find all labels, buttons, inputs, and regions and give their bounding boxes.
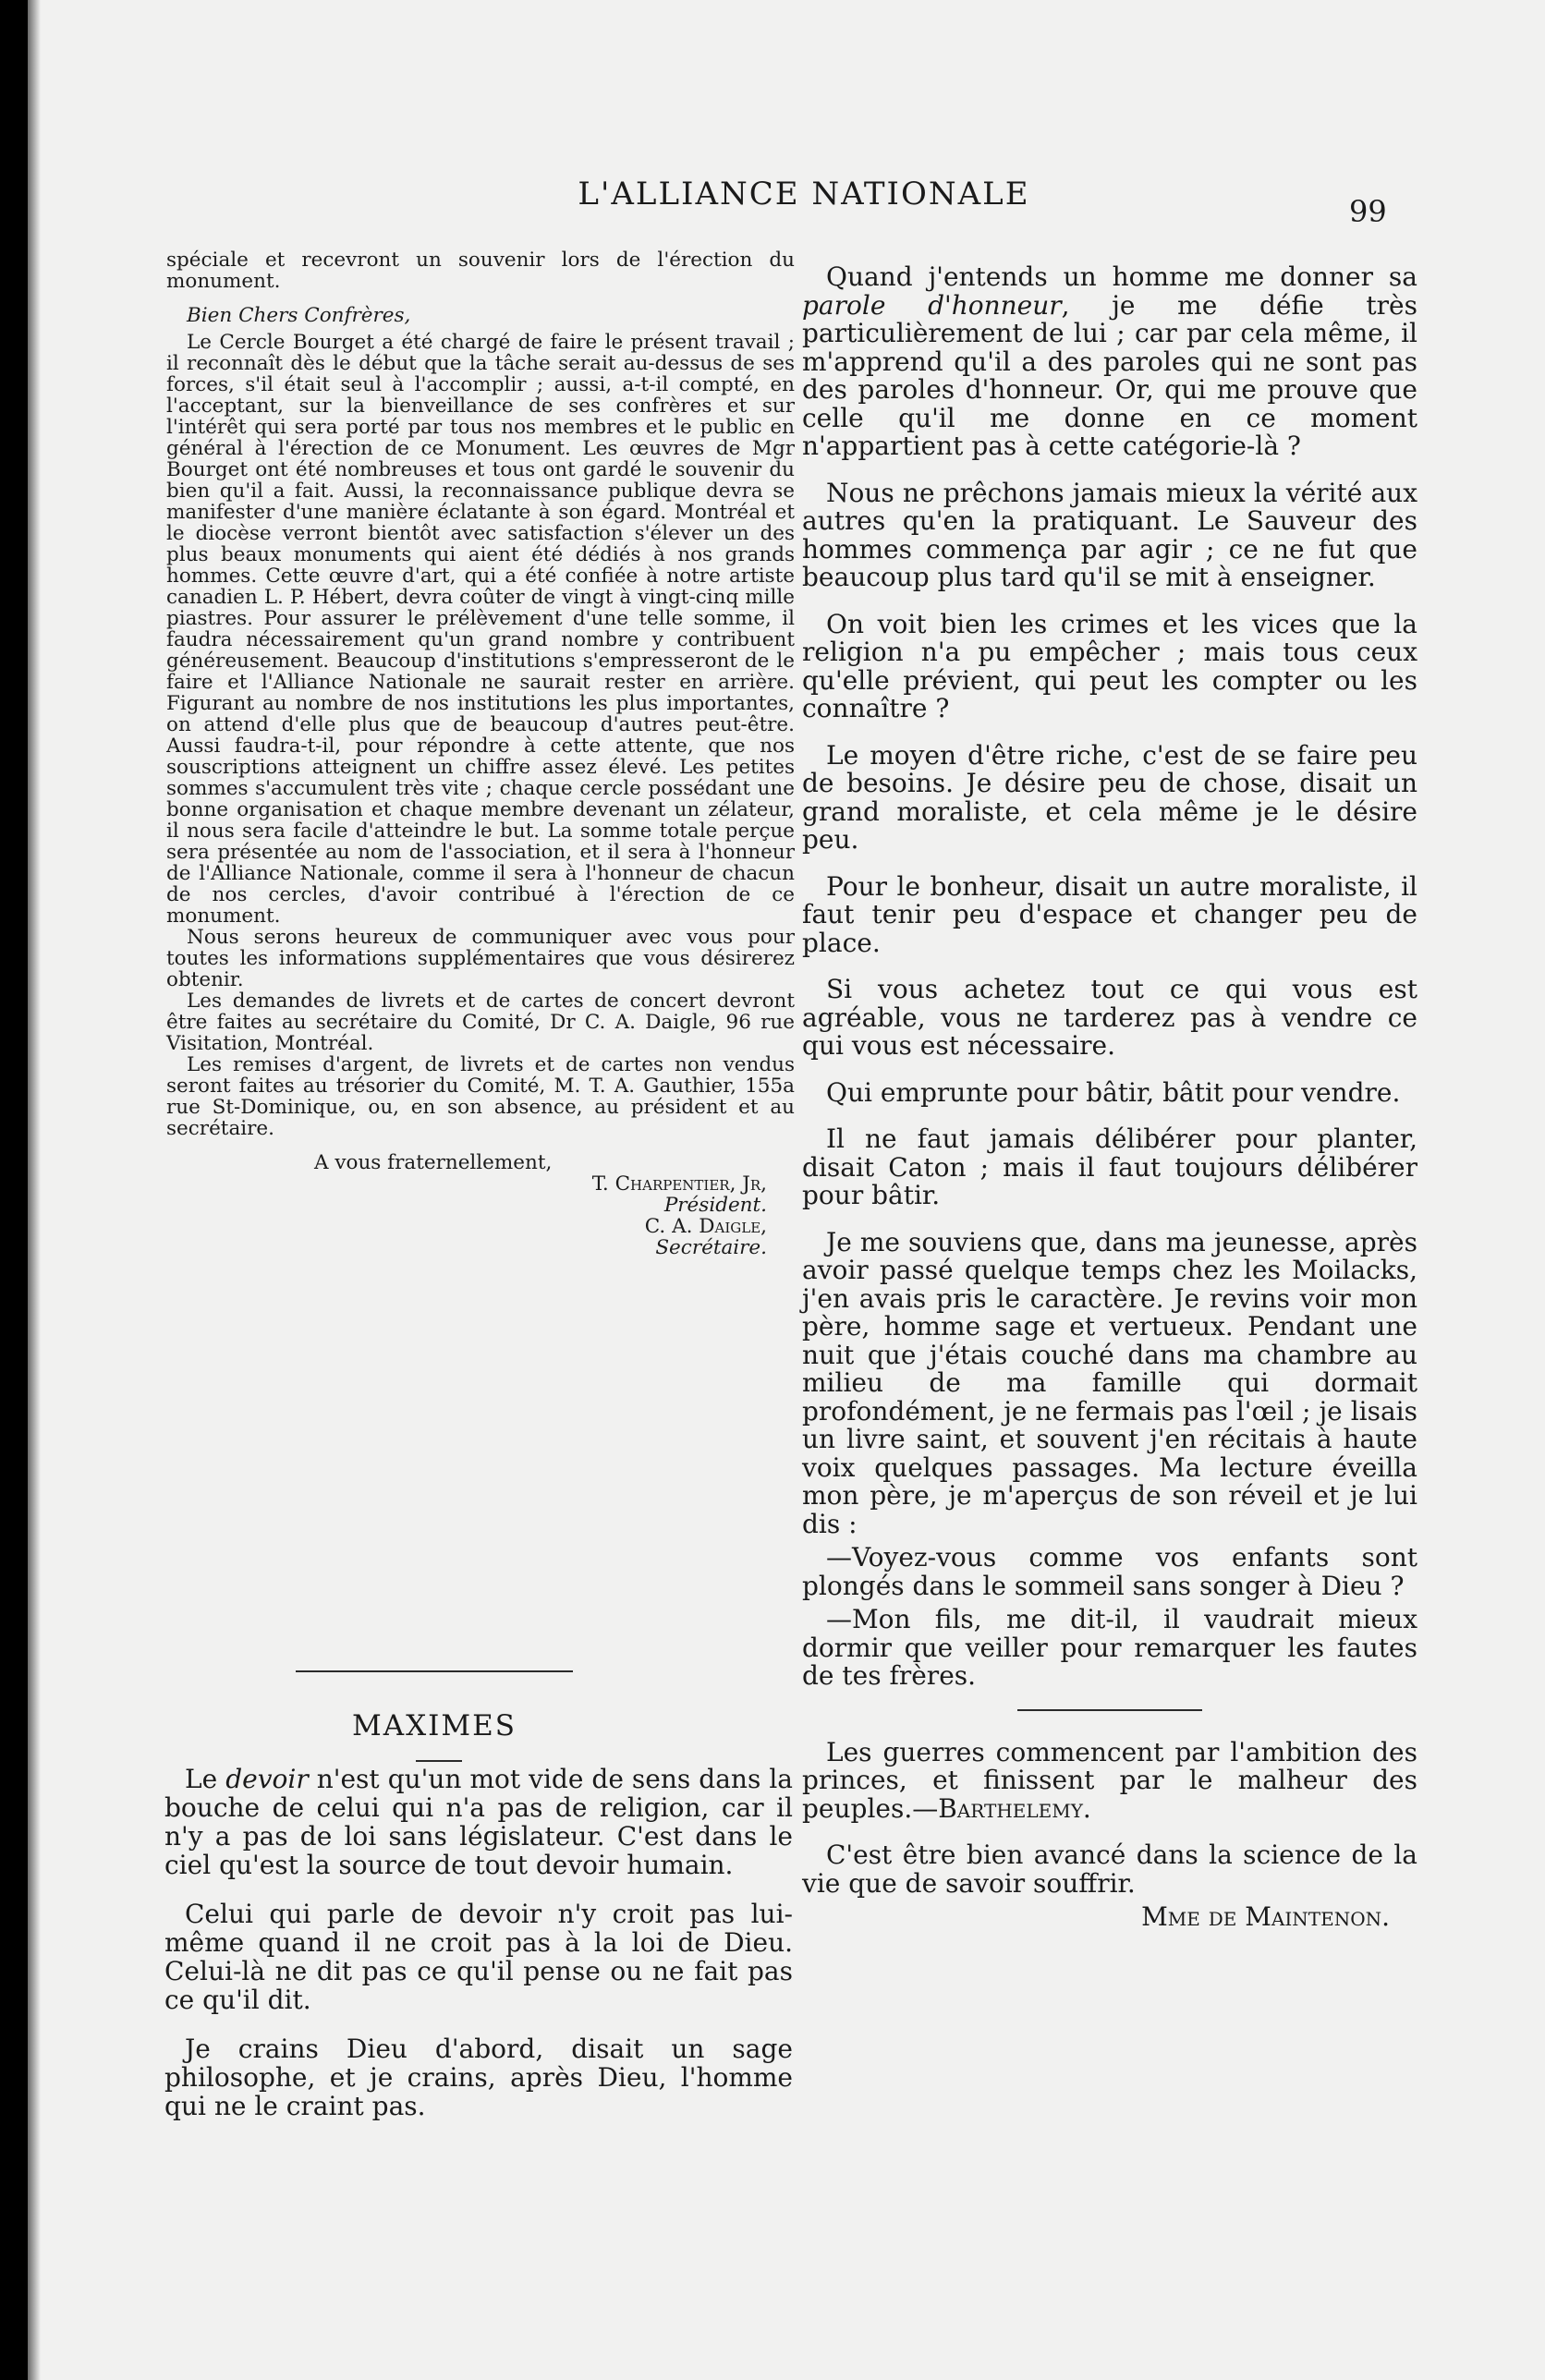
signatory-name: C. A. Daigle, <box>644 1215 767 1238</box>
heading-underline <box>416 1760 462 1762</box>
maxim: On voit bien les crimes et les vices que la religion n'a pu empêcher ; mais tous ceux qu'elle prévient, qui peut les compter ou les connaître ? <box>802 608 1417 723</box>
closing-line: A vous fraternellement, <box>314 1151 553 1174</box>
maxim: Je crains Dieu d'abord, disait un sage philosophe, et je crains, après Dieu, l'homme qui ne le craint pas. <box>164 2034 793 2121</box>
intro-paragraph: spéciale et recevront un souvenir lors de l'érection du monument. <box>166 249 795 293</box>
maxim: Quand j'entends un homme me donner sa parole d'honneur, je me défie très particulièrement de lui ; car par cela même, il m'apprend qu'il a des paroles qui ne sont pas des paroles d'honneur. Or, qui me prouve que celle qu'il me donne en ce moment n'appartient pas à cette catégorie-là ? <box>802 261 1417 461</box>
page-number: 99 <box>1349 194 1387 229</box>
body-paragraph: Les demandes de livrets et de cartes de concert devront être faites au secrétaire du Comité, Dr C. A. Daigle, 96 rue Visitation, Montréal. <box>166 990 795 1055</box>
signature-president <box>166 1173 795 1216</box>
maxim: Je me souviens que, dans ma jeunesse, après avoir passé quelque temps chez les Moilacks, j'en avais pris le caractère. Je revins voir mon père, homme sage et vertueux. Pendant une nuit que j'étais couché dans ma chambre au milieu de ma famille qui dormait profondément, je ne fermais pas l'œil ; je lisais un livre saint, et souvent j'en récitais à haute voix quelques passages. Ma lecture éveilla mon père, je m'aperçus de son réveil et je lui dis : <box>802 1226 1417 1539</box>
page-edge-shadow <box>28 0 41 2380</box>
dialogue-line: —Mon fils, me dit-il, il vaudrait mieux dormir que veiller pour remarquer les fautes de tes frères. <box>802 1604 1417 1691</box>
quote: Les guerres commencent par l'ambition des princes, et finissent par le malheur des peuples.—Barthelemy. <box>802 1736 1417 1824</box>
section-divider <box>296 1670 573 1672</box>
signatory-title: Président. <box>663 1194 767 1217</box>
maxim: Le moyen d'être riche, c'est de se faire peu de besoins. Je désire peu de chose, disait un grand moraliste, et cela même je le désire peu. <box>802 739 1417 855</box>
right-column <box>802 263 1417 1950</box>
maximes-section <box>164 1765 793 2141</box>
quote: C'est être bien avancé dans la science de la vie que de savoir souffrir. <box>802 1840 1417 1899</box>
running-header-title: L'ALLIANCE NATIONALE <box>578 176 1030 212</box>
maxim: Pour le bonheur, disait un autre moraliste, il faut tenir peu d'espace et changer peu de place. <box>802 870 1417 958</box>
section-divider <box>1017 1709 1202 1711</box>
quote-author: Mme de Maintenon. <box>1141 1901 1390 1932</box>
maxim: Qui emprunte pour bâtir, bâtit pour vendre. <box>826 1076 1401 1108</box>
body-paragraph: Nous serons heureux de communiquer avec vous pour toutes les informations supplémentaires que vous désirerez obtenir. <box>166 926 795 991</box>
maxim: Le devoir n'est qu'un mot vide de sens dans la bouche de celui qui n'a pas de religion, car il n'y a pas de loi sans législateur. C'est dans le ciel qu'est la source de tout devoir humain. <box>164 1764 793 1880</box>
body-paragraph: Le Cercle Bourget a été chargé de faire le présent travail ; il reconnaît dès le début que la tâche serait au-dessus de ses forces, s'il était seul à l'accomplir ; aussi, a-t-il compté, en l'acceptant, sur la bienveillance de ses confrères et sur l'intérêt qui sera porté par tous nos membres et le public en général à l'érection de ce Monument. Les œuvres de Mgr Bourget ont été nombreuses et tous ont gardé le souvenir du bien qu'il a fait. Aussi, la reconnaissance publique devra se manifester d'une manière éclatante à son égard. Montréal et le diocèse verront bientôt avec satisfaction s'élever un des plus beaux monuments qui aient été dédiés à nos grands hommes. Cette œuvre d'art, qui a été confiée à notre artiste canadien L. P. Hébert, devra coûter de vingt à vingt-cinq mille piastres. Pour assurer le prélèvement d'une telle somme, il faudra nécessairement qu'un grand nombre y contribuent généreusement. Beaucoup d'institutions s'empresseront de le faire et l'Alliance Nationale ne saurait rester en arrière. Figurant au nombre de nos institutions les plus importantes, on attend d'elle plus que de beaucoup d'autres peut-être. Aussi faudra-t-il, pour répondre à cette attente, que nos souscriptions atteignent un chiffre assez élevé. Les petites sommes s'accumulent très vite ; chaque cercle possédant une bonne organisation et chaque membre devenant un zélateur, il nous sera facile d'atteindre le but. La somme totale perçue sera présentée au nom de l'association, et il sera à l'honneur de l'Alliance Nationale, comme il sera à l'honneur de chacun de nos cercles, d'avoir contribué à l'érection de ce monument. <box>166 331 795 928</box>
salutation: Bien Chers Confrères, <box>187 304 411 327</box>
maxim: Si vous achetez tout ce qui vous est agréable, vous ne tarderez pas à vendre ce qui vous est nécessaire. <box>802 974 1417 1061</box>
maxim: Nous ne prêchons jamais mieux la vérité aux autres qu'en la pratiquant. Le Sauveur des hommes commença par agir ; ce ne fut que beaucoup plus tard qu'il se mit à enseigner. <box>802 477 1417 592</box>
maxim: Il ne faut jamais délibérer pour planter, disait Caton ; mais il faut toujours délibérer pour bâtir. <box>802 1123 1417 1210</box>
maxim: Celui qui parle de devoir n'y croit pas lui-même quand il ne croit pas à la loi de Dieu. Celui-là ne dit pas ce qu'il pense ou ne fait pas ce qu'il dit. <box>164 1899 793 2015</box>
signatory-title: Secrétaire. <box>655 1236 767 1259</box>
body-paragraph: Les remises d'argent, de livrets et de cartes non vendus seront faites au trésorier du Comité, M. T. A. Gauthier, 155a rue St-Dominique, ou, en son absence, au président et au secrétaire. <box>166 1053 795 1140</box>
signature-secretary <box>166 1216 795 1258</box>
quote-author: Barthelemy. <box>938 1792 1091 1824</box>
document-page <box>28 0 1545 2380</box>
maximes-heading: MAXIMES <box>351 1709 517 1742</box>
left-column <box>166 249 795 1258</box>
dialogue-line: —Voyez-vous comme vos enfants sont plongés dans le sommeil sans songer à Dieu ? <box>802 1542 1417 1601</box>
signatory-name: T. Charpentier, Jr, <box>591 1172 767 1196</box>
